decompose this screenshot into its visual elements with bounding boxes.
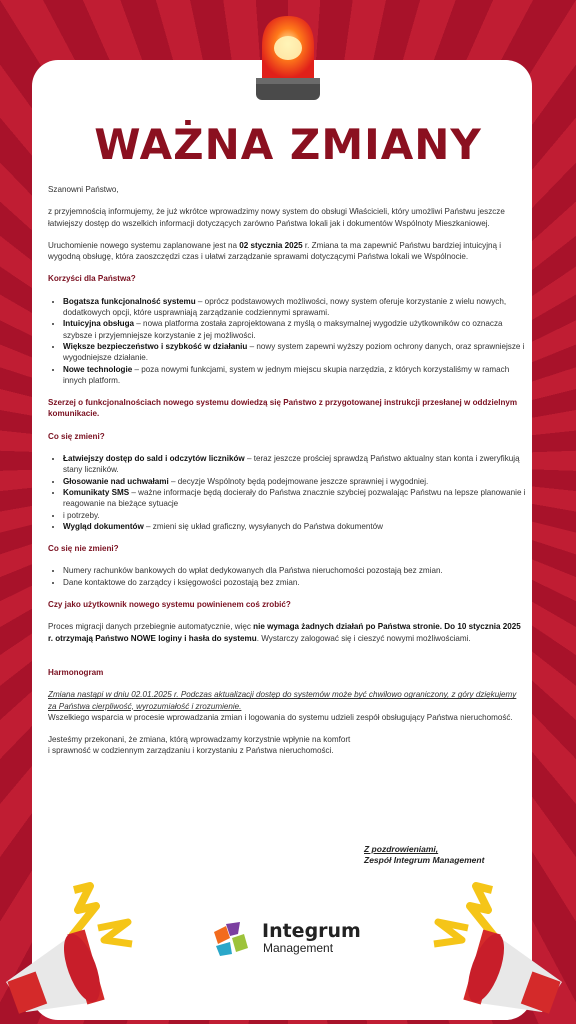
instruction-paragraph: Szerzej o funkcjonalnościach nowego systemu dowiedzą się Państwo z przygotowanej instrukcji przesłanej w oddzielnym komunikacie. [48, 398, 518, 419]
list-item: • Większe bezpieczeństwo i szybkość w działaniu – nowy system zapewni wyższy poziom ochrony danych, oraz sprawniejsze i wygodniejsze działanie. [63, 341, 526, 364]
list-item: • Nowe technologie – poza nowymi funkcjami, system w jednym miejscu skupia narzędzia, z których korzystaliśmy w ramach innych platform. [63, 364, 526, 387]
megaphone-icon [0, 872, 136, 1022]
question-heading: Czy jako użytkownik nowego systemu powinienem coś zrobić? [48, 600, 291, 610]
letter-body [48, 184, 526, 768]
migration-paragraph: Proces migracji danych przebiegnie automatycznie, więc nie wymaga żadnych działań po Państwa stronie. Do 10 stycznia 2025 r. otrzymają Państwo NOWE loginy i hasła do systemu. Wystarczy zalogować się i cieszyć nowymi możliwościami. [48, 622, 521, 643]
greeting: Szanowni Państwo, [48, 185, 119, 194]
list-item: • Głosowanie nad uchwałami – decyzje Wspólnoty będą podejmowane jeszcze sprawniej i wygodniej. [63, 476, 526, 487]
logo-subtitle: Management [263, 941, 334, 955]
megaphone-icon [432, 872, 576, 1022]
unchanged-heading: Co się nie zmieni? [48, 544, 119, 554]
list-item: • Numery rachunków bankowych do wpłat dedykowanych dla Państwa nieruchomości pozostają bez zmian. [63, 565, 526, 576]
logo-name: Integrum [262, 920, 361, 942]
schedule-heading: Harmonogram [48, 667, 104, 677]
launch-paragraph: Uruchomienie nowego systemu zaplanowane jest na 02 stycznia 2025 r. Zmiana ta ma zapewnić Państwu bardziej intuicyjną i wygodną obsługę, która zaoszczędzi czas i ułatwi zarządzanie sprawami dotyczącymi Państwa lokali we Wspólnocie. [48, 240, 502, 262]
list-item: • i potrzeby. [63, 510, 526, 521]
intro-paragraph: z przyjemnością informujemy, że już wkrótce wprowadzimy nowy system do obsługi Właścicieli, który umożliwi Państwu jeszcze łatwiejszy dostęp do wszelkich informacji dotyczących zarówno Państwa lokali jak i dokumentów Wspólnoty Mieszkaniowej. [48, 207, 505, 228]
list-item: • Intuicyjna obsługa – nowa platforma została zaprojektowana z myślą o maksymalnej wygodzie użytkowników co oznacza szybsze i przyjemniejsze korzystanie z jej możliwości. [63, 318, 526, 341]
list-item: • Łatwiejszy dostęp do sald i odczytów liczników – teraz jeszcze prościej sprawdzą Państwo aktualny stan konta i zweryfikują stany liczników. [63, 453, 526, 476]
schedule-note: Zmiana nastąpi w dniu 02.01.2025 r. Podczas aktualizacji dostęp do systemów może być chwilowo ograniczony, z góry dziękujemy za Państwa cierpliwość, wyrozumiałość i zrozumienie. [48, 690, 517, 711]
list-item: • Dane kontaktowe do zarządcy i księgowości pozostają bez zmian. [63, 577, 526, 588]
siren-icon [248, 8, 328, 108]
changes-list [48, 453, 526, 532]
closing-paragraph: Jesteśmy przekonani, że zmiana, którą wprowadzamy korzystnie wpłynie na komfort i sprawność w codziennym zarządzaniu i korzystaniu z Państwa nieruchomości. [48, 735, 351, 756]
benefits-heading: Korzyści dla Państwa? [48, 274, 136, 284]
signature: Z pozdrowieniami, Zespół Integrum Management [364, 844, 485, 865]
schedule-paragraph [48, 689, 526, 723]
changes-heading: Co się zmieni? [48, 431, 105, 441]
benefits-list [48, 296, 526, 386]
list-item: • Wygląd dokumentów – zmieni się układ graficzny, wysyłanych do Państwa dokumentów [63, 521, 526, 532]
unchanged-list [48, 565, 526, 588]
list-item: • Komunikaty SMS – ważne informacje będą docierały do Państwa znacznie szybciej pozwalając Państwu na lepsze planowanie i reagowanie na bieżące sytuacje [63, 487, 526, 510]
integrum-logo-icon [210, 918, 254, 958]
integrum-logo [210, 918, 380, 958]
support-text: Wszelkiego wsparcia w procesie wprowadzania zmian i logowania do systemu udzieli zespół obsługujący Państwa nieruchomość. [48, 712, 513, 722]
list-item: • Bogatsza funkcjonalność systemu – oprócz podstawowych możliwości, nowy system oferuje korzystanie z wielu nowych, dodatkowych opcji, które usprawniają zarządzanie codziennymi sprawami. [63, 296, 526, 319]
page-title: WAŻNA ZMIANY [94, 120, 482, 169]
